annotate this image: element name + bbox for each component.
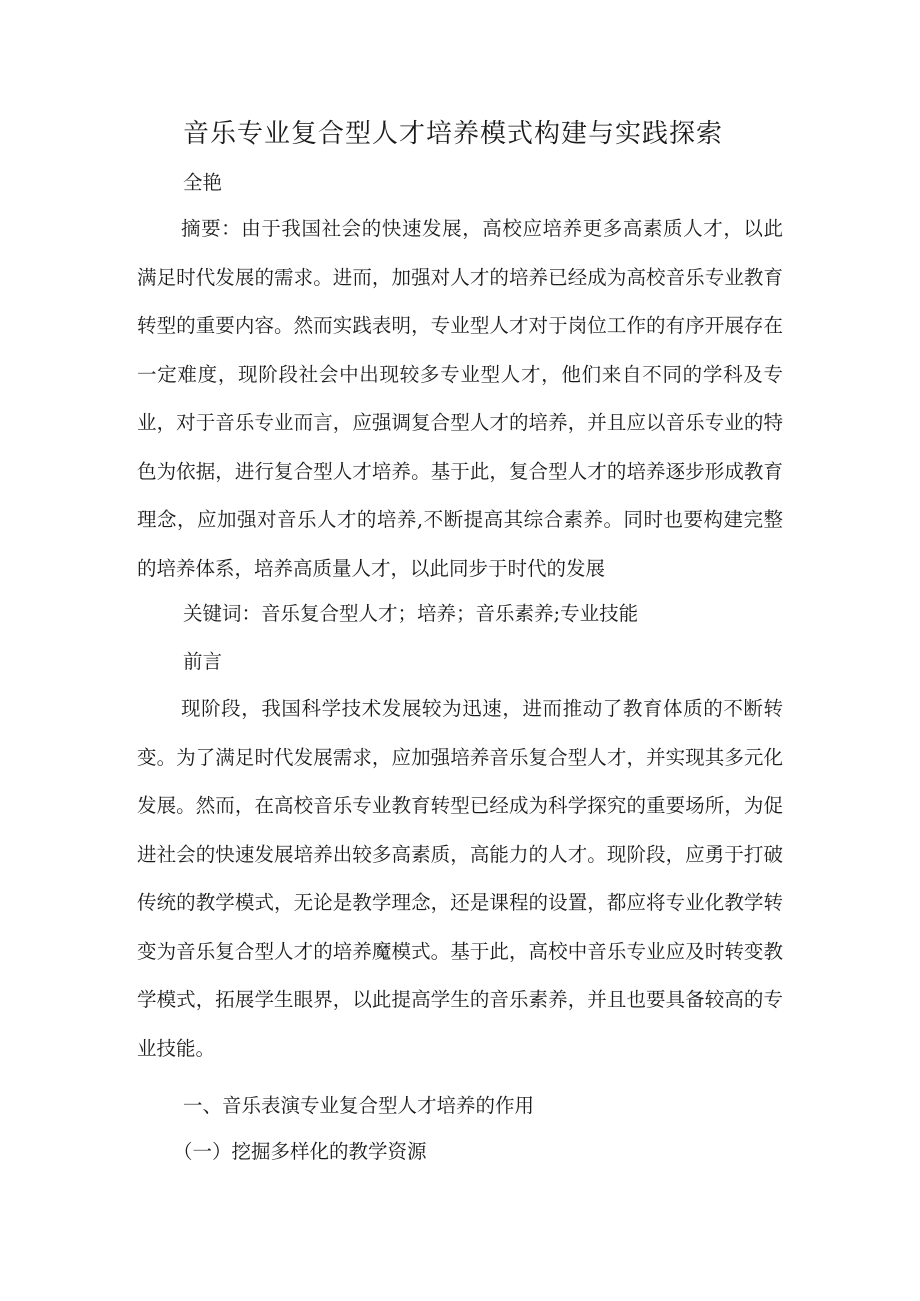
subsection-heading: （一）挖掘多样化的教学资源 [173, 1140, 427, 1163]
author-name: 全艳 [183, 171, 223, 194]
abstract-paragraph: 摘要：由于我国社会的快速发展，高校应培养更多高素质人才，以此满足时代发展的需求。进而，加强对人才的培养已经成为高校音乐专业教育转型的重要内容。然而实践表明，专业型人才对于岗位工作的有序开展存在一定难度，现阶段社会中出现较多专业型人才，他们来自不同的学科及专业，对于音乐专业而言，应强调复合型人才的培养，并且应以音乐专业的特色为依据，进行复合型人才培养。基于此，复合型人才的培养逐步形成教育理念，应加强对音乐人才的培养,不断提高其综合素养。同时也要构建完整的培养体系，培养高质量人才，以此同步于时代的发展 [137, 217, 783, 580]
preface-heading: 前言 [183, 650, 223, 673]
section-heading: 一、音乐表演专业复合型人才培养的作用 [183, 1094, 535, 1117]
keywords-line: 关键词：音乐复合型人才；培养；音乐素养;专业技能 [183, 602, 639, 625]
preface-paragraph: 现阶段，我国科学技术发展较为迅速，进而推动了教育体质的不断转变。为了满足时代发展需求，应加强培养音乐复合型人才，并实现其多元化发展。然而，在高校音乐专业教育转型已经成为科学探究的重要场所，为促进社会的快速发展培养出较多高素质，高能力的人才。现阶段，应勇于打破传统的教学模式，无论是教学理念，还是课程的设置，都应将专业化教学转变为音乐复合型人才的培养魔模式。基于此，高校中音乐专业应及时转变教学模式，拓展学生眼界，以此提高学生的音乐素养，并且也要具备较高的专业技能。 [137, 697, 783, 1060]
document-title: 音乐专业复合型人才培养模式构建与实践探索 [183, 119, 724, 149]
